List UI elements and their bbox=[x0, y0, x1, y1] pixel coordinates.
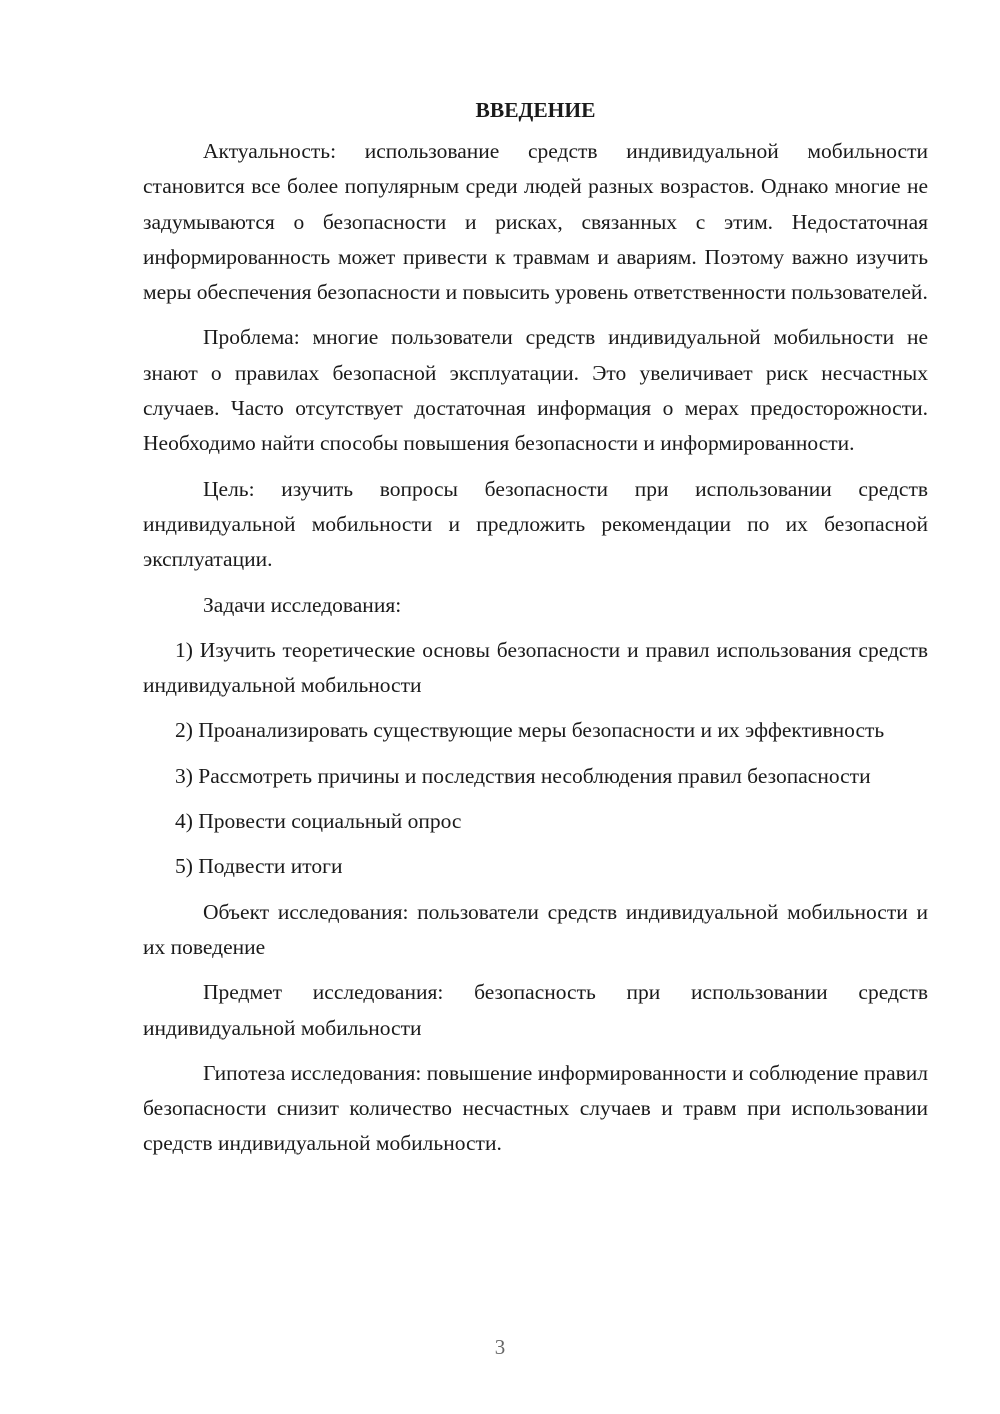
paragraph-hypothesis: Гипотеза исследования: повышение информированности и соблюдение правил безопасности снизит количество несчастных случаев и травм при использовании средств индивидуальной мобильности. bbox=[143, 1060, 928, 1156]
paragraph-subject: Предмет исследования: безопасность при использовании средств индивидуальной мобильности bbox=[143, 980, 928, 1040]
page-number: 3 bbox=[494, 1335, 506, 1359]
paragraph-relevance: Актуальность: использование средств индивидуальной мобильности становится все более популярным среди людей разных возрастов. Однако многие не задумываются о безопасности и рисках, связанных с этим. Недостаточная информированность может привести к травмам и авариям. Поэтому важно изучить меры обеспечения безопасности и повысить уровень ответственности пользователей. bbox=[143, 139, 928, 305]
document-page bbox=[143, 92, 928, 1162]
paragraph-goal: Цель: изучить вопросы безопасности при использовании средств индивидуальной мобильности и предложить рекомендации по их безопасной эксплуатации. bbox=[143, 476, 928, 572]
tasks-heading: Задачи исследования: bbox=[203, 592, 402, 617]
task-item: 2) Проанализировать существующие меры безопасности и их эффективность bbox=[175, 718, 885, 743]
task-item: 3) Рассмотреть причины и последствия несоблюдения правил безопасности bbox=[175, 763, 871, 788]
task-item: 1) Изучить теоретические основы безопасности и правил использования средств индивидуальной мобильности bbox=[143, 637, 928, 698]
task-item: 5) Подвести итоги bbox=[175, 854, 343, 879]
task-item: 4) Провести социальный опрос bbox=[175, 809, 462, 834]
paragraph-problem: Проблема: многие пользователи средств индивидуальной мобильности не знают о правилах безопасной эксплуатации. Это увеличивает риск несчастных случаев. Часто отсутствует достаточная информация о мерах предосторожности. Необходимо найти способы повышения безопасности и информированности. bbox=[143, 325, 928, 456]
page-title: ВВЕДЕНИЕ bbox=[475, 98, 596, 122]
paragraph-object: Объект исследования: пользователи средств индивидуальной мобильности и их поведение bbox=[143, 899, 928, 959]
